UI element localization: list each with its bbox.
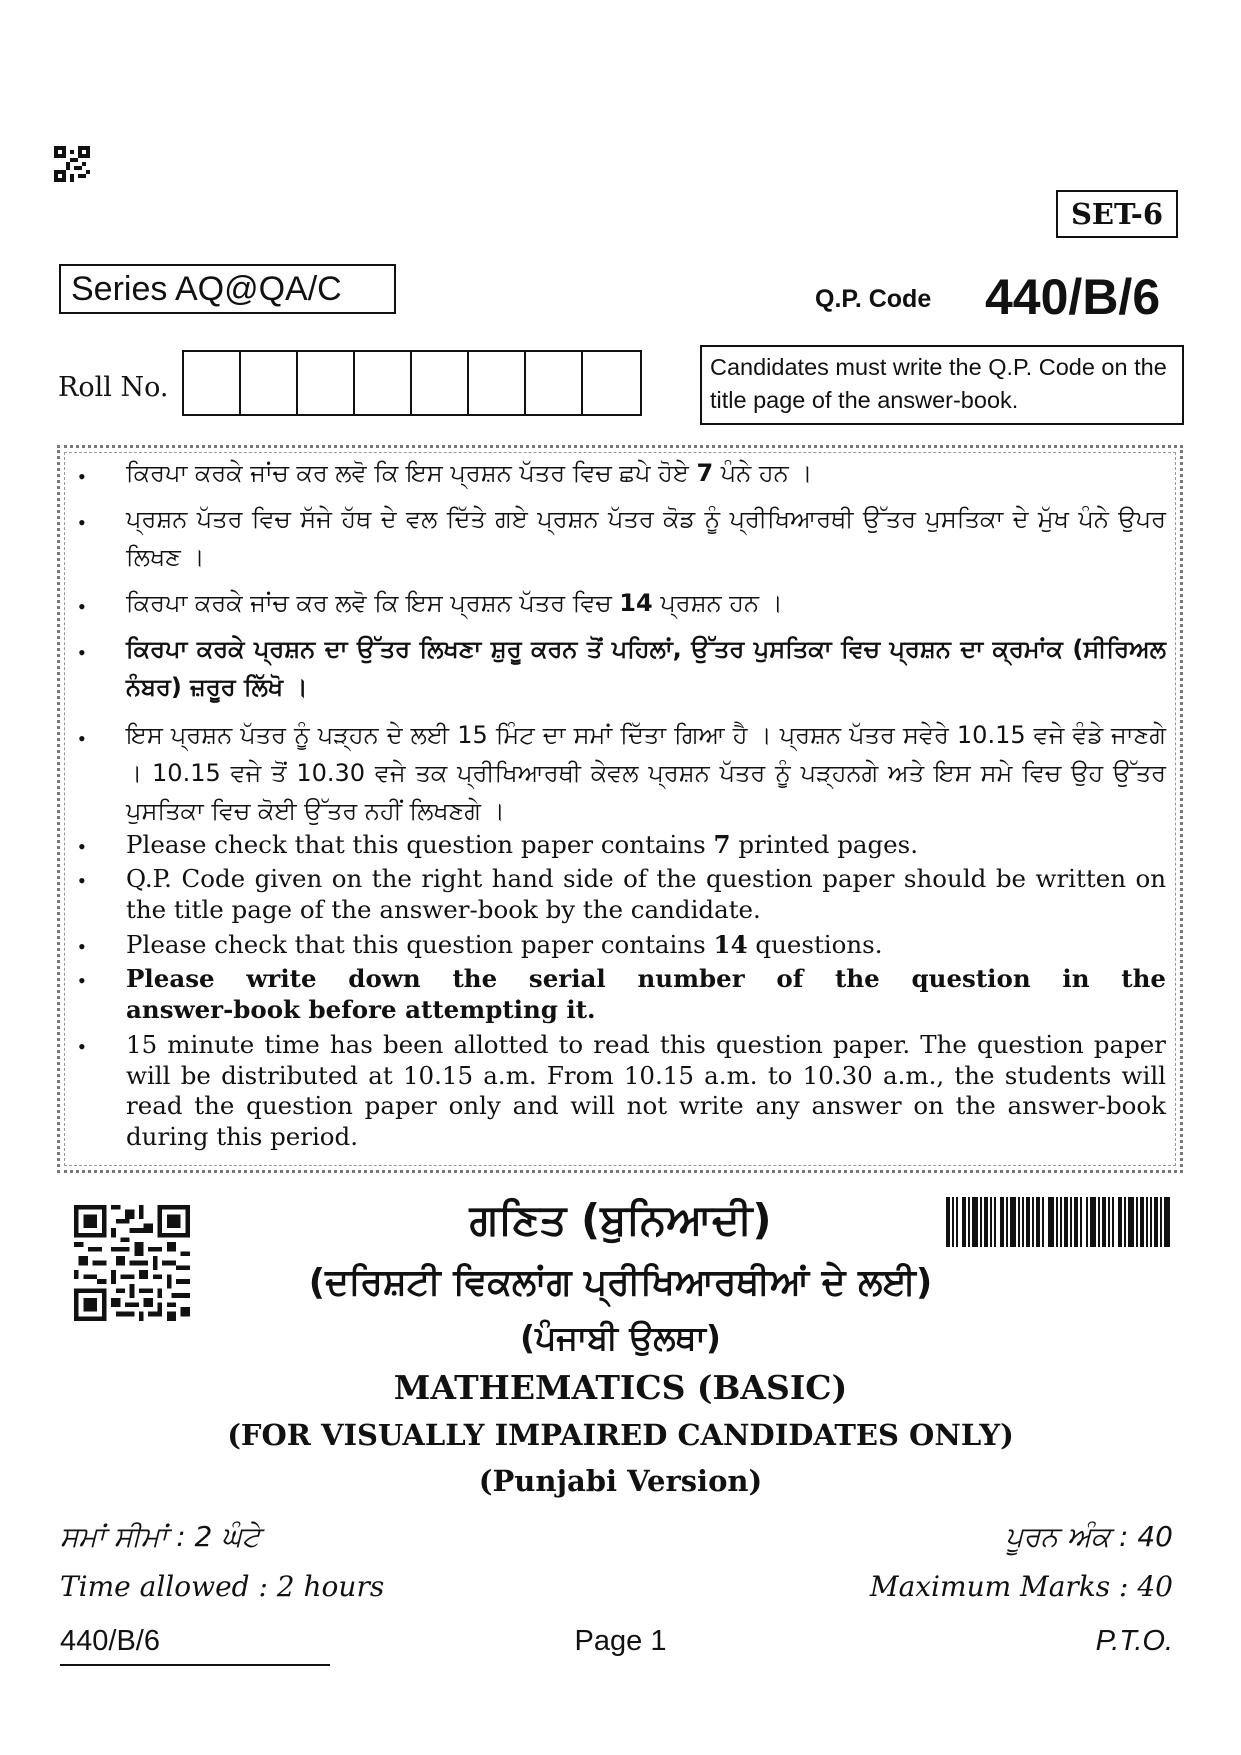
roll-number-boxes[interactable] bbox=[182, 350, 642, 416]
instruction-text: ਪ੍ਰਸ਼ਨ ਪੱਤਰ ਵਿਚ ਸੱਜੇ ਹੱਥ ਦੇ ਵਲ ਦਿੱਤੇ ਗਏ ਪ੍ਰਸ਼ਨ ਪੱਤਰ ਕੋਡ ਨੂੰ ਪ੍ਰੀਖਿਆਰਥੀ ਉੱਤਰ ਪੁਸਤਿਕਾ ਦੇ ਮੁੱਖ ਪੰਨੇ ਉਪਰ ਲਿਖਣ । bbox=[126, 505, 1166, 571]
roll-number-box[interactable] bbox=[184, 352, 241, 414]
instruction-text: Please check that this question paper contains 7 printed pages. bbox=[126, 830, 919, 859]
roll-number-box[interactable] bbox=[241, 352, 298, 414]
instruction-text: Q.P. Code given on the right hand side of the question paper should be written on the title page of the answer-book by the candidate. bbox=[126, 864, 1166, 924]
time-allowed-english: Time allowed : 2 hours bbox=[60, 1570, 385, 1603]
bullet-icon: • bbox=[78, 594, 86, 619]
roll-number-box[interactable] bbox=[412, 352, 469, 414]
instruction-text: 15 minute time has been allotted to read this question paper. The question paper will be distributed at 10.15 a.m. From 10.15 a.m. to 10.30 a.m., the students will read the question paper only and will not write any answer on the answer-book during this period. bbox=[126, 1030, 1166, 1151]
roll-number-label: Roll No. bbox=[58, 372, 169, 403]
page-number: Page 1 bbox=[574, 1625, 667, 1657]
roll-number-box[interactable] bbox=[583, 352, 640, 414]
roll-number-box[interactable] bbox=[298, 352, 355, 414]
instruction-text: Please write down the serial number of the question in the answer-book before attempting it. bbox=[126, 964, 1166, 1024]
bullet-icon: • bbox=[78, 934, 86, 959]
bullet-icon: • bbox=[78, 510, 86, 535]
footer-qp-code: 440/B/6 bbox=[60, 1625, 160, 1657]
bullet-icon: • bbox=[78, 968, 86, 993]
version-punjabi: (ਪੰਜਾਬੀ ਉਲਥਾ) bbox=[520, 1318, 721, 1357]
instruction-text: ਕਿਰਪਾ ਕਰਕੇ ਜਾਂਚ ਕਰ ਲਵੋ ਕਿ ਇਸ ਪ੍ਰਸ਼ਨ ਪੱਤਰ ਵਿਚ 14 ਪ੍ਰਸ਼ਨ ਹਨ । bbox=[126, 589, 783, 617]
footer-underline bbox=[60, 1664, 330, 1666]
qp-code-label: Q.P. Code bbox=[815, 285, 932, 313]
candidates-note-english: (FOR VISUALLY IMPAIRED CANDIDATES ONLY) bbox=[227, 1418, 1014, 1452]
maximum-marks-english: Maximum Marks : 40 bbox=[869, 1570, 1173, 1603]
please-turn-over: P.T.O. bbox=[1095, 1625, 1173, 1657]
series-label: Series AQ@QA/C bbox=[59, 264, 396, 314]
roll-number-box[interactable] bbox=[469, 352, 526, 414]
bullet-icon: • bbox=[78, 868, 86, 893]
instruction-text: ਕਿਰਪਾ ਕਰਕੇ ਪ੍ਰਸ਼ਨ ਦਾ ਉੱਤਰ ਲਿਖਣਾ ਸ਼ੁਰੂ ਕਰਨ ਤੋਂ ਪਹਿਲਾਂ, ਉੱਤਰ ਪੁਸਤਿਕਾ ਵਿਚ ਪ੍ਰਸ਼ਨ ਦਾ ਕ੍ਰਮਾਂਕ (ਸੀਰਿਅਲ ਨੰਬਰ) ਜ਼ਰੂਰ ਲਿੱਖੋ । bbox=[126, 635, 1166, 701]
instruction-text: Please check that this question paper contains 14 questions. bbox=[126, 930, 883, 959]
set-label: SET-6 bbox=[1056, 190, 1178, 238]
bullet-icon: • bbox=[78, 1034, 86, 1059]
bullet-icon: • bbox=[78, 640, 86, 665]
candidates-note-punjabi: (ਦਰਿਸ਼ਟੀ ਵਿਕਲਾਂਗ ਪ੍ਰੀਖਿਆਰਥੀਆਂ ਦੇ ਲਈ) bbox=[308, 1262, 933, 1303]
maximum-marks-punjabi: ਪੂਰਨ ਅੰਕ : 40 bbox=[1005, 1520, 1173, 1553]
subject-title-english: MATHEMATICS (BASIC) bbox=[393, 1368, 848, 1407]
qr-code-small bbox=[54, 146, 90, 182]
bullet-icon: • bbox=[78, 726, 86, 751]
candidate-note: Candidates must write the Q.P. Code on the title page of the answer-book. bbox=[700, 345, 1184, 425]
qp-code-value: 440/B/6 bbox=[985, 269, 1161, 325]
subject-title-punjabi: ਗਣਿਤ (ਬੁਨਿਆਦੀ) bbox=[469, 1195, 772, 1244]
instruction-text: ਇਸ ਪ੍ਰਸ਼ਨ ਪੱਤਰ ਨੂੰ ਪੜ੍ਹਨ ਦੇ ਲਈ 15 ਮਿੰਟ ਦਾ ਸਮਾਂ ਦਿੱਤਾ ਗਿਆ ਹੈ । ਪ੍ਰਸ਼ਨ ਪੱਤਰ ਸਵੇਰੇ 10.15 ਵਜੇ ਵੰਡੇ ਜਾਣਗੇ । 10.15 ਵਜੇ ਤੋਂ 10.30 ਵਜੇ ਤਕ ਪ੍ਰੀਖਿਆਰਥੀ ਕੇਵਲ ਪ੍ਰਸ਼ਨ ਪੱਤਰ ਨੂੰ ਪੜ੍ਹਨਗੇ ਅਤੇ ਇਸ ਸਮੇ ਵਿਚ ਉਹ ਉੱਤਰ ਪੁਸਤਿਕਾ ਵਿਚ ਕੋਈ ਉੱਤਰ ਨਹੀਂ ਲਿਖਣਗੇ । bbox=[126, 721, 1166, 825]
version-english: (Punjabi Version) bbox=[478, 1464, 763, 1498]
roll-number-box[interactable] bbox=[355, 352, 412, 414]
bullet-icon: • bbox=[78, 464, 86, 489]
time-allowed-punjabi: ਸਮਾਂ ਸੀਮਾਂ : 2 ਘੰਟੇ bbox=[60, 1520, 261, 1553]
bullet-icon: • bbox=[78, 834, 86, 859]
instruction-text: ਕਿਰਪਾ ਕਰਕੇ ਜਾਂਚ ਕਰ ਲਵੋ ਕਿ ਇਸ ਪ੍ਰਸ਼ਨ ਪੱਤਰ ਵਿਚ ਛਪੇ ਹੋਏ 7 ਪੰਨੇ ਹਨ । bbox=[126, 459, 813, 487]
roll-number-box[interactable] bbox=[526, 352, 583, 414]
